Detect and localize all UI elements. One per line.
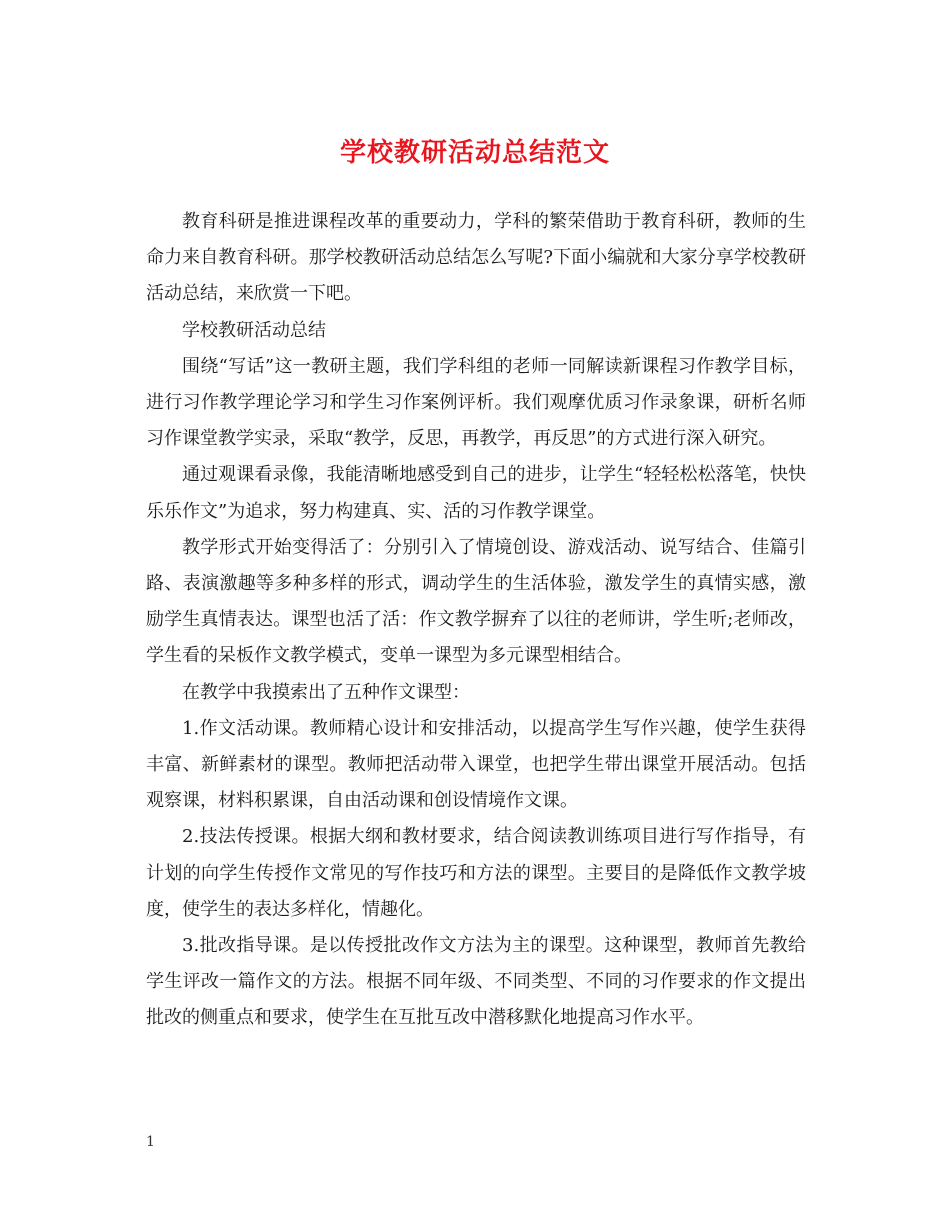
document-body (146, 204, 806, 1037)
paragraph: 通过观课看录像，我能清晰地感受到自己的进步，让学生“轻轻松松落笔，快快乐乐作文”为追求，努力构建真、实、活的习作教学课堂。 (146, 464, 806, 522)
document-title: 学校教研活动总结范文 (339, 138, 610, 168)
list-item-3: 3.批改指导课。是以传授批改作文方法为主的课型。这种课型，教师首先教给学生评改一篇作文的方法。根据不同年级、不同类型、不同的习作要求的作文提出批改的侧重点和要求，使学生在互批互改中潜移默化地提高习作水平。 (146, 935, 806, 1029)
list-item-2: 2.技法传授课。根据大纲和教材要求，结合阅读教训练项目进行写作指导，有计划的向学生传授作文常见的写作技巧和方法的课型。主要目的是降低作文教学坡度，使学生的表达多样化，情趣化。 (146, 826, 806, 920)
paragraph-intro: 教育科研是推进课程改革的重要动力，学科的繁荣借助于教育科研，教师的生命力来自教育科研。那学校教研活动总结怎么写呢?下面小编就和大家分享学校教研活动总结，来欣赏一下吧。 (146, 211, 806, 305)
paragraph: 在教学中我摸索出了五种作文课型： (182, 681, 470, 703)
list-item-1: 1.作文活动课。教师精心设计和安排活动，以提高学生写作兴趣，使学生获得丰富、新鲜素材的课型。教师把活动带入课堂，也把学生带出课堂开展活动。包括观察课，材料积累课，自由活动课和创设情境作文课。 (146, 717, 806, 812)
paragraph: 教学形式开始变得活了：分别引入了情境创设、游戏活动、说写结合、佳篇引路、表演激趣等多种多样的形式，调动学生的生活体验，激发学生的真情实感，激励学生真情表达。课型也活了活：作文教学摒弃了以往的老师讲，学生听;老师改，学生看的呆板作文教学模式，变单一课型为多元课型相结合。 (146, 536, 806, 667)
page-number: 1 (146, 1134, 155, 1150)
section-heading: 学校教研活动总结 (182, 319, 326, 341)
paragraph: 围绕“写话”这一教研主题，我们学科组的老师一同解读新课程习作教学目标，进行习作教学理论学习和学生习作案例评析。我们观摩优质习作录象课，研析名师习作课堂教学实录，采取“教学，反思，再教学，再反思”的方式进行深入研究。 (146, 355, 806, 450)
